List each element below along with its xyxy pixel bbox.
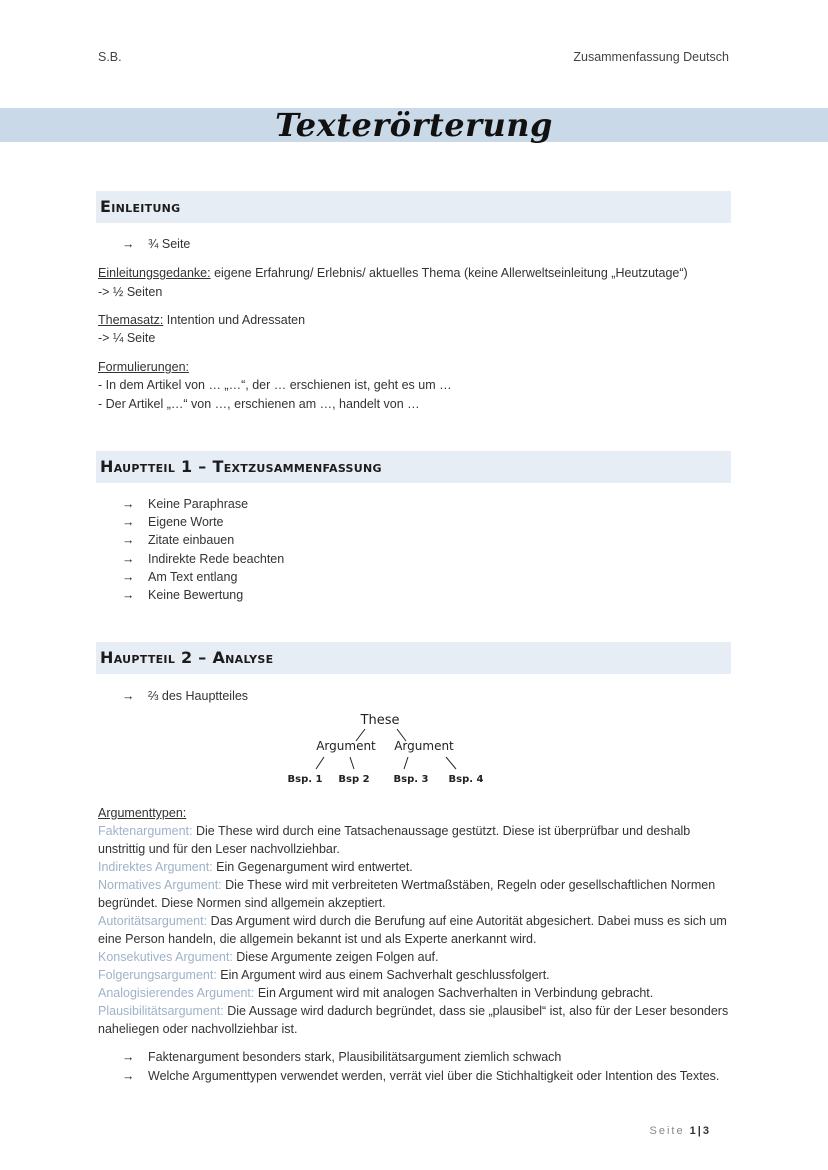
arrow-icon: → bbox=[122, 551, 135, 566]
argument-type-text: Die These wird mit verbreiteten Wertmaßstäben, Regeln oder gesellschaftlichen Normen begründet. Diese Normen sind allgemein akzeptiert. bbox=[98, 878, 716, 910]
argument-type-item bbox=[98, 912, 732, 948]
section-heading-label: Einleitung bbox=[100, 197, 181, 216]
diagram-root-these: These bbox=[360, 713, 400, 728]
closing-item-2 bbox=[122, 1067, 719, 1085]
argumenttypen-label: Argumenttypen: bbox=[98, 806, 187, 820]
themasatz-text: Intention und Adressaten bbox=[163, 313, 306, 327]
closing-item-text: Welche Argumenttypen verwendet werden, verrät viel über die Stichhaltigkeit oder Intention des Textes. bbox=[148, 1069, 720, 1083]
list-item-text: Zitate einbauen bbox=[148, 533, 235, 548]
argument-type-text: Die Aussage wird dadurch begründet, dass sie „plausibel“ ist, also für der Leser besonders naheliegen oder nachvollziehbar ist. bbox=[98, 1004, 729, 1036]
arrow-icon: → bbox=[122, 569, 135, 584]
hauptteil2-arrow-item bbox=[122, 687, 248, 705]
formulierungen-label: Formulierungen: bbox=[98, 360, 190, 374]
themasatz-length: -> ¼ Seite bbox=[98, 331, 156, 345]
list-item bbox=[122, 513, 284, 531]
diagram-bsp-2: Bsp 2 bbox=[338, 774, 370, 785]
argument-type-name: Autoritätsargument: bbox=[98, 914, 208, 928]
page-total: 3 bbox=[702, 1125, 711, 1137]
arrow-item-text: ⅔ des Hauptteiles bbox=[148, 689, 249, 703]
arrow-icon: → bbox=[122, 497, 135, 511]
list-item-text: Keine Paraphrase bbox=[148, 497, 249, 511]
arrow-icon: → bbox=[122, 237, 135, 251]
section-heading-label: Hauptteil 2 – Analyse bbox=[100, 648, 274, 667]
argument-type-name: Plausibilitätsargument: bbox=[98, 1004, 224, 1018]
argument-type-item bbox=[98, 858, 732, 876]
arrow-icon: → bbox=[122, 1050, 135, 1064]
diagram-bsp-3: Bsp. 3 bbox=[393, 774, 429, 785]
section-einleitung-heading bbox=[96, 191, 731, 223]
argument-type-name: Faktenargument: bbox=[98, 824, 193, 838]
diagram-edge bbox=[404, 757, 408, 769]
argumenttypen-block bbox=[98, 804, 732, 1038]
diagram-edge bbox=[446, 757, 456, 769]
argument-type-name: Indirektes Argument: bbox=[98, 860, 213, 874]
einleitungsgedanke-length: -> ½ Seiten bbox=[98, 285, 163, 299]
arrow-icon: → bbox=[122, 689, 135, 703]
section-hauptteil1-heading bbox=[96, 451, 731, 483]
list-item-text: Eigene Worte bbox=[148, 515, 224, 530]
diagram-argument-2: Argument bbox=[394, 739, 454, 753]
page-separator: | bbox=[697, 1125, 703, 1137]
argument-type-text: Ein Argument wird aus einem Sachverhalt geschlussfolgert. bbox=[216, 968, 550, 982]
argument-type-item bbox=[98, 984, 732, 1002]
arrow-icon: → bbox=[122, 515, 135, 530]
page-number bbox=[650, 1125, 711, 1137]
diagram-edge bbox=[350, 757, 354, 769]
closing-item-text: Faktenargument besonders stark, Plausibilitätsargument ziemlich schwach bbox=[148, 1050, 562, 1064]
diagram-argument-1: Argument bbox=[316, 739, 376, 753]
argument-type-name: Normatives Argument: bbox=[98, 878, 222, 892]
page-title: Texterörterung bbox=[275, 106, 553, 144]
einleitungsgedanke-line bbox=[98, 264, 688, 282]
argument-type-name: Folgerungsargument: bbox=[98, 968, 217, 982]
list-item bbox=[122, 586, 284, 604]
einleitung-arrow-item bbox=[122, 235, 190, 253]
argument-type-item bbox=[98, 822, 732, 858]
list-item-text: Indirekte Rede beachten bbox=[148, 551, 285, 566]
header-subject: Zusammenfassung Deutsch bbox=[573, 50, 729, 64]
argument-type-text: Die These wird durch eine Tatsachenaussage gestützt. Diese ist überprüfbar und deshalb unstrittig und für den Leser nachvollziehbar. bbox=[98, 824, 691, 856]
themasatz-label: Themasatz: bbox=[98, 313, 164, 327]
formulierung-2: - Der Artikel „…“ von …, erschienen am …, handelt von … bbox=[98, 397, 420, 411]
argument-type-name: Analogisierendes Argument: bbox=[98, 986, 255, 1000]
argument-type-item bbox=[98, 1002, 732, 1038]
list-item bbox=[122, 550, 284, 568]
list-item bbox=[122, 568, 284, 586]
argument-type-name: Konsekutives Argument: bbox=[98, 950, 233, 964]
einleitungsgedanke-text: eigene Erfahrung/ Erlebnis/ aktuelles Thema (keine Allerweltseinleitung „Heutzutage“) bbox=[210, 266, 688, 280]
diagram-bsp-4: Bsp. 4 bbox=[448, 774, 484, 785]
list-item bbox=[122, 531, 284, 549]
argument-type-text: Das Argument wird durch die Berufung auf eine Autorität abgesichert. Dabei muss es sich um eine Person handeln, die allgemein bekannt ist und als Experte anerkannt wird. bbox=[98, 914, 727, 946]
page-label: Seite bbox=[649, 1125, 685, 1137]
formulierung-1: - In dem Artikel von … „…“, der … erschienen ist, geht es um … bbox=[98, 378, 452, 392]
section-heading-label: Hauptteil 1 – Textzusammenfassung bbox=[100, 457, 382, 476]
argument-tree-diagram bbox=[280, 708, 500, 792]
closing-item-1 bbox=[122, 1048, 561, 1066]
arrow-icon: → bbox=[122, 587, 135, 602]
arrow-icon: → bbox=[122, 1069, 135, 1083]
argument-type-item bbox=[98, 876, 732, 912]
list-item bbox=[122, 495, 284, 513]
arrow-item-text: ¾ Seite bbox=[148, 237, 191, 251]
list-item-text: Am Text entlang bbox=[148, 569, 238, 584]
diagram-bsp-1: Bsp. 1 bbox=[287, 774, 323, 785]
argument-type-item bbox=[98, 948, 732, 966]
argument-type-item bbox=[98, 966, 732, 984]
themasatz-line bbox=[98, 311, 305, 329]
arrow-icon: → bbox=[122, 533, 135, 548]
diagram-edge bbox=[316, 757, 324, 769]
header-author: S.B. bbox=[98, 50, 122, 64]
page-current: 1 bbox=[689, 1125, 698, 1137]
section-hauptteil2-heading bbox=[96, 642, 731, 674]
argument-type-text: Ein Argument wird mit analogen Sachverhalten in Verbindung gebracht. bbox=[254, 986, 654, 1000]
argument-type-text: Ein Gegenargument wird entwertet. bbox=[212, 860, 413, 874]
einleitungsgedanke-label: Einleitungsgedanke: bbox=[98, 266, 211, 280]
argument-type-text: Diese Argumente zeigen Folgen auf. bbox=[232, 950, 439, 964]
list-item-text: Keine Bewertung bbox=[148, 587, 244, 602]
hauptteil1-list bbox=[122, 495, 284, 604]
